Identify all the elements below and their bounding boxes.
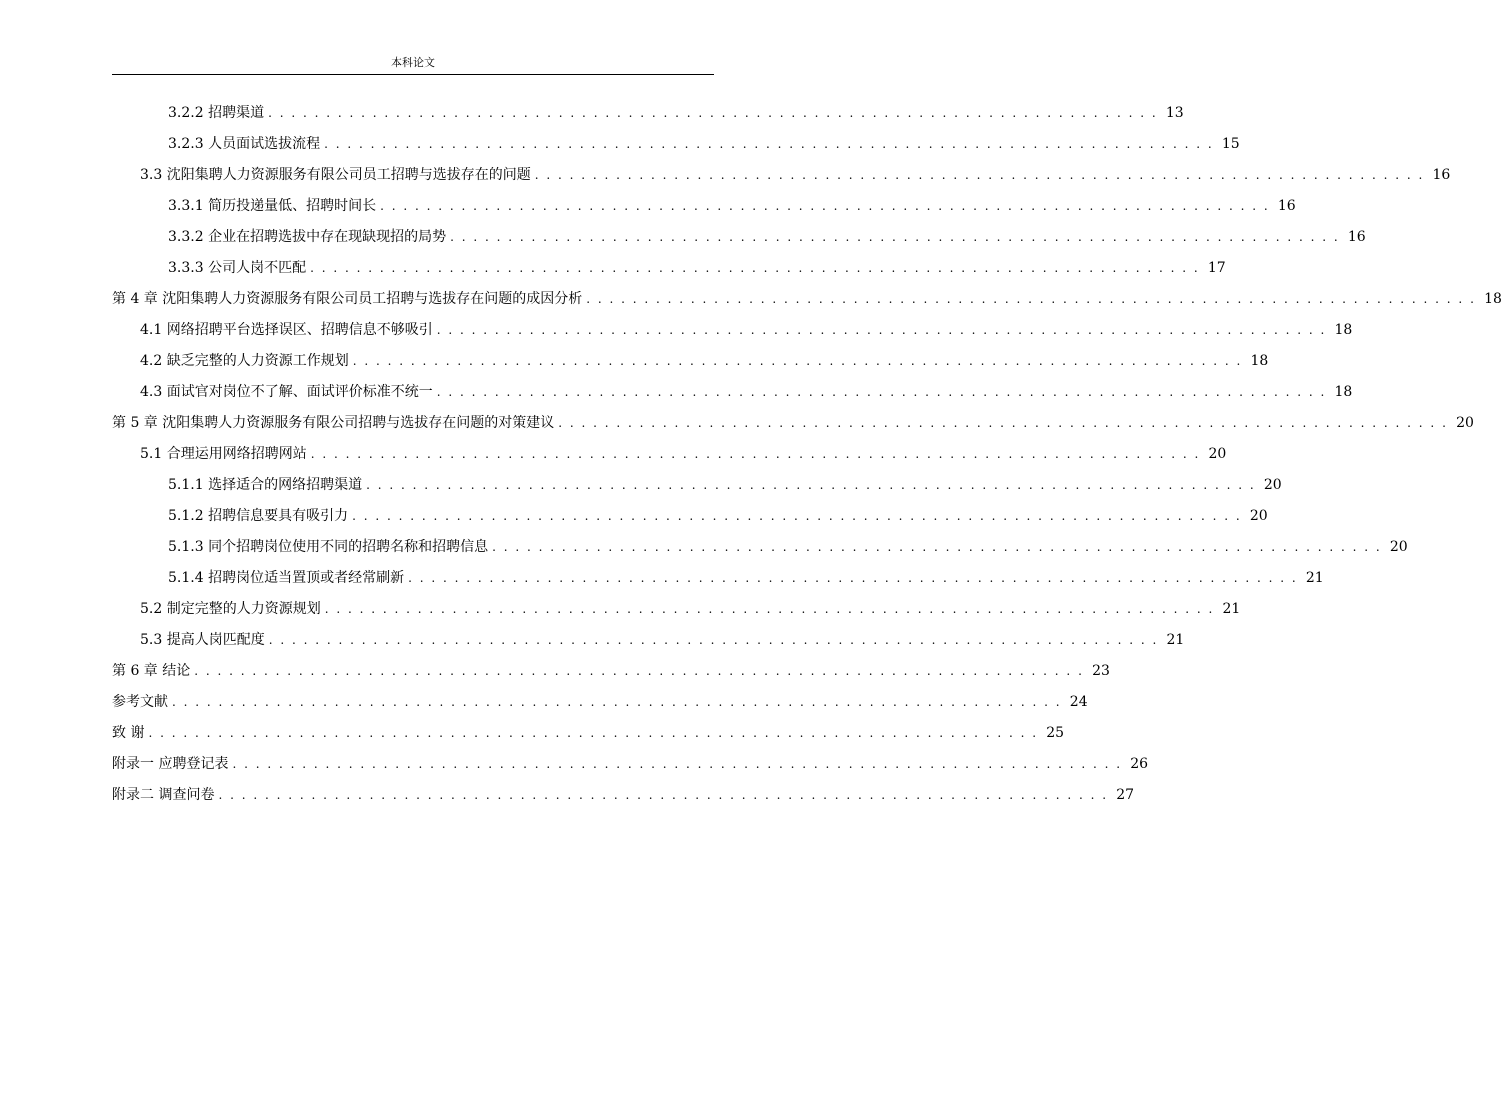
toc-leader-dots: . . . . . . . . . . . . . . . . . . . . . . . . . . . . . . . . . . . . . . . . . . . . . . . . . . . . . . . . . . . . . . . . . . . . . . . . . . . . . [586, 292, 1476, 306]
toc-entry-page-number: 23 [1092, 663, 1110, 679]
toc-entry[interactable] [140, 623, 1185, 649]
toc-entry[interactable] [168, 468, 1282, 494]
toc-entry[interactable] [140, 437, 1227, 463]
toc-leader-dots: . . . . . . . . . . . . . . . . . . . . . . . . . . . . . . . . . . . . . . . . . . . . . . . . . . . . . . . . . . . . . . . . . . . . . . . . . . . . . [352, 509, 1242, 523]
toc-entry-label: 第 4 章 沈阳集聘人力资源服务有限公司员工招聘与选拔存在问题的成因分析 [112, 291, 583, 307]
toc-entry-page-number: 26 [1130, 756, 1149, 772]
toc-entry-page-number: 21 [1166, 632, 1185, 648]
toc-leader-dots: . . . . . . . . . . . . . . . . . . . . . . . . . . . . . . . . . . . . . . . . . . . . . . . . . . . . . . . . . . . . . . . . . . . . . . . . . . . . . [232, 757, 1123, 771]
toc-entry-label: 3.3 沈阳集聘人力资源服务有限公司员工招聘与选拔存在的问题 [140, 167, 531, 183]
toc-entry-page-number: 20 [1208, 446, 1227, 462]
toc-entry-page-number: 20 [1456, 415, 1474, 431]
toc-entry-page-number: 18 [1334, 384, 1353, 400]
toc-entry-label: 5.1.1 选择适合的网络招聘渠道 [168, 477, 363, 493]
toc-entry[interactable] [168, 220, 1366, 246]
toc-entry-label: 第 6 章 结论 [112, 663, 191, 679]
toc-entry-page-number: 18 [1250, 353, 1269, 369]
toc-leader-dots: . . . . . . . . . . . . . . . . . . . . . . . . . . . . . . . . . . . . . . . . . . . . . . . . . . . . . . . . . . . . . . . . . . . . . . . . . . . . . [324, 137, 1214, 151]
toc-leader-dots: . . . . . . . . . . . . . . . . . . . . . . . . . . . . . . . . . . . . . . . . . . . . . . . . . . . . . . . . . . . . . . . . . . . . . . . . . . . . . [324, 602, 1215, 616]
toc-entry[interactable] [112, 747, 1149, 773]
toc-entry-page-number: 16 [1277, 198, 1296, 214]
toc-entry-page-number: 27 [1116, 787, 1135, 803]
toc-entry-page-number: 20 [1389, 539, 1408, 555]
toc-entry-label: 第 5 章 沈阳集聘人力资源服务有限公司招聘与选拔存在问题的对策建议 [112, 415, 555, 431]
toc-leader-dots: . . . . . . . . . . . . . . . . . . . . . . . . . . . . . . . . . . . . . . . . . . . . . . . . . . . . . . . . . . . . . . . . . . . . . . . . . . . . . [436, 323, 1327, 337]
toc-leader-dots: . . . . . . . . . . . . . . . . . . . . . . . . . . . . . . . . . . . . . . . . . . . . . . . . . . . . . . . . . . . . . . . . . . . . . . . . . . . . . [218, 788, 1109, 802]
toc-entry-label: 参考文献 [112, 694, 168, 710]
toc-leader-dots: . . . . . . . . . . . . . . . . . . . . . . . . . . . . . . . . . . . . . . . . . . . . . . . . . . . . . . . . . . . . . . . . . . . . . . . . . . . . . [558, 416, 1448, 430]
toc-leader-dots: . . . . . . . . . . . . . . . . . . . . . . . . . . . . . . . . . . . . . . . . . . . . . . . . . . . . . . . . . . . . . . . . . . . . . . . . . . . . . [310, 447, 1201, 461]
toc-entry-label: 附录一 应聘登记表 [112, 756, 229, 772]
toc-leader-dots: . . . . . . . . . . . . . . . . . . . . . . . . . . . . . . . . . . . . . . . . . . . . . . . . . . . . . . . . . . . . . . . . . . . . . . . . . . . . . [492, 540, 1382, 554]
toc-leader-dots: . . . . . . . . . . . . . . . . . . . . . . . . . . . . . . . . . . . . . . . . . . . . . . . . . . . . . . . . . . . . . . . . . . . . . . . . . . . . . [450, 230, 1340, 244]
toc-entry-label: 3.2.2 招聘渠道 [168, 105, 265, 121]
toc-entry-page-number: 24 [1069, 694, 1088, 710]
toc-entry-label: 4.3 面试官对岗位不了解、面试评价标准不统一 [140, 384, 433, 400]
toc-leader-dots: . . . . . . . . . . . . . . . . . . . . . . . . . . . . . . . . . . . . . . . . . . . . . . . . . . . . . . . . . . . . . . . . . . . . . . . . . . . . . [148, 726, 1039, 740]
toc-entry[interactable] [168, 189, 1296, 215]
toc-entry[interactable] [168, 561, 1324, 587]
toc-leader-dots: . . . . . . . . . . . . . . . . . . . . . . . . . . . . . . . . . . . . . . . . . . . . . . . . . . . . . . . . . . . . . . . . . . . . . . . . . . . . . [172, 695, 1062, 709]
toc-entry[interactable] [168, 127, 1240, 153]
toc-entry-page-number: 20 [1263, 477, 1282, 493]
toc-entry-page-number: 16 [1432, 167, 1451, 183]
toc-entry[interactable] [168, 530, 1408, 556]
toc-leader-dots: . . . . . . . . . . . . . . . . . . . . . . . . . . . . . . . . . . . . . . . . . . . . . . . . . . . . . . . . . . . . . . . . . . . . . . . . . . . . . [408, 571, 1298, 585]
toc-entry[interactable] [112, 406, 1474, 432]
toc-leader-dots: . . . . . . . . . . . . . . . . . . . . . . . . . . . . . . . . . . . . . . . . . . . . . . . . . . . . . . . . . . . . . . . . . . . . . . . . . . . . . [380, 199, 1270, 213]
toc-entry-page-number: 21 [1222, 601, 1241, 617]
toc-entry-label: 5.1 合理运用网络招聘网站 [140, 446, 307, 462]
toc-entry-page-number: 25 [1046, 725, 1065, 741]
toc-entry-label: 附录二 调查问卷 [112, 787, 215, 803]
toc-entry-label: 3.2.3 人员面试选拔流程 [168, 136, 321, 152]
toc-leader-dots: . . . . . . . . . . . . . . . . . . . . . . . . . . . . . . . . . . . . . . . . . . . . . . . . . . . . . . . . . . . . . . . . . . . . . . . . . . . . . [366, 478, 1256, 492]
toc-entry[interactable] [140, 313, 1353, 339]
toc-entry[interactable] [168, 499, 1268, 525]
toc-entry[interactable] [140, 344, 1269, 370]
toc-entry[interactable] [140, 158, 1451, 184]
toc-entry-label: 3.3.3 公司人岗不匹配 [168, 260, 307, 276]
toc-entry[interactable] [112, 282, 1502, 308]
toc-entry[interactable] [112, 654, 1110, 680]
toc-entry-page-number: 15 [1221, 136, 1240, 152]
toc-leader-dots: . . . . . . . . . . . . . . . . . . . . . . . . . . . . . . . . . . . . . . . . . . . . . . . . . . . . . . . . . . . . . . . . . . . . . . . . . . . . . [194, 664, 1084, 678]
toc-leader-dots: . . . . . . . . . . . . . . . . . . . . . . . . . . . . . . . . . . . . . . . . . . . . . . . . . . . . . . . . . . . . . . . . . . . . . . . . . . . . . [268, 106, 1158, 120]
header-title: 本科论文 [391, 56, 435, 69]
toc-entry-label: 5.2 制定完整的人力资源规划 [140, 601, 321, 617]
toc-entry[interactable] [112, 716, 1065, 742]
toc-entry[interactable] [168, 96, 1184, 122]
toc-entry[interactable] [112, 778, 1135, 804]
toc-entry-label: 5.1.3 同个招聘岗位使用不同的招聘名称和招聘信息 [168, 539, 489, 555]
toc-entry[interactable] [168, 251, 1226, 277]
toc-entry-label: 4.2 缺乏完整的人力资源工作规划 [140, 353, 349, 369]
toc-entry-label: 致 谢 [112, 725, 145, 741]
toc-entry-page-number: 17 [1207, 260, 1226, 276]
toc-entry-page-number: 18 [1334, 322, 1353, 338]
toc-leader-dots: . . . . . . . . . . . . . . . . . . . . . . . . . . . . . . . . . . . . . . . . . . . . . . . . . . . . . . . . . . . . . . . . . . . . . . . . . . . . . [310, 261, 1200, 275]
toc-leader-dots: . . . . . . . . . . . . . . . . . . . . . . . . . . . . . . . . . . . . . . . . . . . . . . . . . . . . . . . . . . . . . . . . . . . . . . . . . . . . . [436, 385, 1327, 399]
toc-entry-label: 5.1.4 招聘岗位适当置顶或者经常刷新 [168, 570, 405, 586]
toc-entry-page-number: 20 [1249, 508, 1268, 524]
toc-entry-label: 4.1 网络招聘平台选择误区、招聘信息不够吸引 [140, 322, 433, 338]
toc-entry[interactable] [140, 375, 1353, 401]
toc-leader-dots: . . . . . . . . . . . . . . . . . . . . . . . . . . . . . . . . . . . . . . . . . . . . . . . . . . . . . . . . . . . . . . . . . . . . . . . . . . . . . [534, 168, 1425, 182]
toc-entry[interactable] [112, 685, 1088, 711]
toc-entry-page-number: 16 [1347, 229, 1366, 245]
toc-entry-page-number: 13 [1165, 105, 1184, 121]
toc-leader-dots: . . . . . . . . . . . . . . . . . . . . . . . . . . . . . . . . . . . . . . . . . . . . . . . . . . . . . . . . . . . . . . . . . . . . . . . . . . . . . [268, 633, 1159, 647]
toc-entry-label: 3.3.2 企业在招聘选拔中存在现缺现招的局势 [168, 229, 447, 245]
toc-entry-label: 5.1.2 招聘信息要具有吸引力 [168, 508, 349, 524]
toc-entry-page-number: 21 [1305, 570, 1324, 586]
toc-entry-label: 3.3.1 简历投递量低、招聘时间长 [168, 198, 377, 214]
toc-entry[interactable] [140, 592, 1241, 618]
toc-leader-dots: . . . . . . . . . . . . . . . . . . . . . . . . . . . . . . . . . . . . . . . . . . . . . . . . . . . . . . . . . . . . . . . . . . . . . . . . . . . . . [352, 354, 1243, 368]
toc-entry-label: 5.3 提高人岗匹配度 [140, 632, 265, 648]
page-header [112, 56, 714, 75]
toc-entry-page-number: 18 [1484, 291, 1502, 307]
